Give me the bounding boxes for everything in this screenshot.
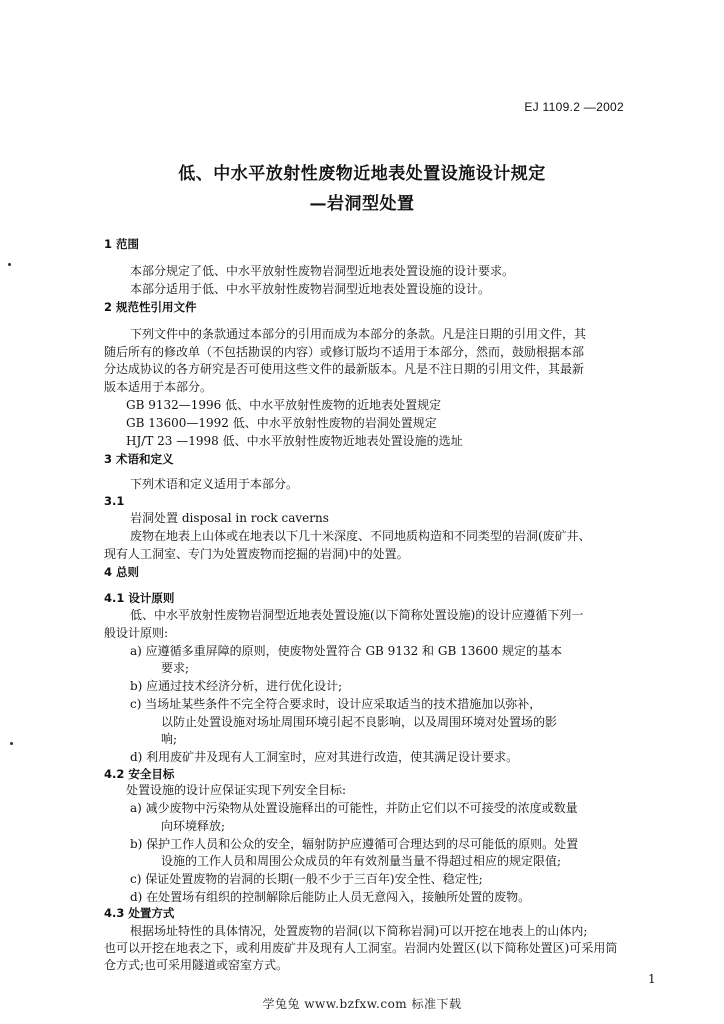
list-item: b) 保护工作人员和公众的安全，辐射防护应遵循可合理达到的尽可能低的原则。处置: [130, 837, 579, 851]
list-item: b) 应通过技术经济分析，进行优化设计;: [130, 679, 343, 693]
reference-item: HJ/T 23 —1998 低、中水平放射性废物近地表处置设施的选址: [126, 434, 463, 448]
list-item-continuation: 设施的工作人员和周围公众成员的年有效剂量当量不得超过相应的规定限值;: [161, 854, 562, 868]
list-item: c) 保证处置废物的岩洞的长期(一般不少于三百年)安全性、稳定性;: [130, 872, 483, 886]
term-entry: 岩洞处置 disposal in rock caverns: [130, 511, 329, 525]
paragraph-line: 版本适用于本部分。: [104, 380, 213, 394]
list-item: c) 当场址某些条件不完全符合要求时，设计应采取适当的技术措施加以弥补，: [130, 697, 542, 711]
paragraph-line: 般设计原则:: [104, 626, 169, 640]
paragraph-line: 本部分适用于低、中水平放射性废物岩洞型近地表处置设施的设计。: [130, 282, 491, 296]
watermark-footer: 学兔兔 www.bzfxw.com 标准下载: [262, 997, 462, 1011]
section-heading: 1 范围: [104, 237, 140, 251]
paragraph-line: 随后所有的修改单（不包括勘误的内容）或修订版均不适用于本部分，然而，鼓励根据本部: [104, 345, 585, 359]
document-title: 低、中水平放射性废物近地表处置设施设计规定: [178, 164, 546, 184]
list-item: d) 在处置场有组织的控制解除后能防止人员无意闯入，接触所处置的废物。: [130, 890, 531, 904]
list-item-continuation: 向环境释放;: [161, 819, 226, 833]
paragraph-line: 分达成协议的各方研究是否可使用这些文件的最新版本。凡是不注日期的引用文件，其最新: [104, 362, 585, 376]
paragraph-line: 下列文件中的条款通过本部分的引用而成为本部分的条款。凡是注日期的引用文件，其: [130, 327, 587, 341]
scan-speck: [10, 742, 13, 745]
list-item-continuation: 要求;: [161, 661, 190, 675]
reference-item: GB 9132—1996 低、中水平放射性废物的近地表处置规定: [126, 398, 442, 412]
paragraph-line: 也可以开挖在地表之下，或利用废矿井及现有人工洞室。岩洞内处置区(以下简称处置区)可采用筒: [104, 941, 618, 955]
list-item: d) 利用废矿井及现有人工洞室时，应对其进行改造，使其满足设计要求。: [130, 750, 519, 764]
list-item-continuation: 以防止处置设施对场址周围环境引起不良影响，以及周围环境对处置场的影: [161, 715, 558, 729]
scan-speck: [8, 263, 11, 266]
paragraph-line: 仓方式;也可采用隧道或窑室方式。: [104, 958, 289, 972]
section-heading: 4 总则: [104, 565, 140, 579]
page-number: 1: [648, 972, 656, 986]
list-item-continuation: 响;: [161, 732, 178, 746]
paragraph-line: 低、中水平放射性废物岩洞型近地表处置设施(以下简称处置设施)的设计应遵循下列一: [130, 608, 584, 622]
standard-code: EJ 1109.2 —2002: [524, 100, 624, 114]
paragraph-line: 根据场址特性的具体情况，处置废物的岩洞(以下简称岩洞)可以开挖在地表上的山体内;: [130, 924, 588, 938]
list-item: a) 应遵循多重屏障的原则，使废物处置符合 GB 9132 和 GB 13600 规定的基本: [130, 644, 563, 658]
list-item: a) 减少废物中污染物从处置设施释出的可能性，并防止它们以不可接受的浓度或数量: [130, 801, 578, 815]
paragraph-line: 下列术语和定义适用于本部分。: [130, 477, 299, 491]
paragraph-line: 现有人工洞室、专门为处置废物而挖掘的岩洞)中的处置。: [104, 547, 409, 561]
section-heading: 3 术语和定义: [104, 452, 174, 466]
section-heading: 2 规范性引用文件: [104, 300, 197, 314]
subsection-heading: 4.2 安全目标: [104, 767, 175, 781]
paragraph-line: 处置设施的设计应保证实现下列安全目标:: [126, 783, 347, 797]
reference-item: GB 13600—1992 低、中水平放射性废物的岩洞处置规定: [126, 416, 437, 430]
subsection-heading: 4.1 设计原则: [104, 591, 175, 605]
paragraph-line: 本部分规定了低、中水平放射性废物岩洞型近地表处置设施的设计要求。: [130, 264, 515, 278]
paragraph-line: 废物在地表上山体或在地表以下几十米深度、不同地质构造和不同类型的岩洞(废矿井、: [130, 529, 591, 543]
subsection-heading: 4.3 处置方式: [104, 906, 175, 920]
clause-number: 3.1: [104, 494, 125, 508]
document-subtitle: —岩洞型处置: [309, 194, 415, 214]
